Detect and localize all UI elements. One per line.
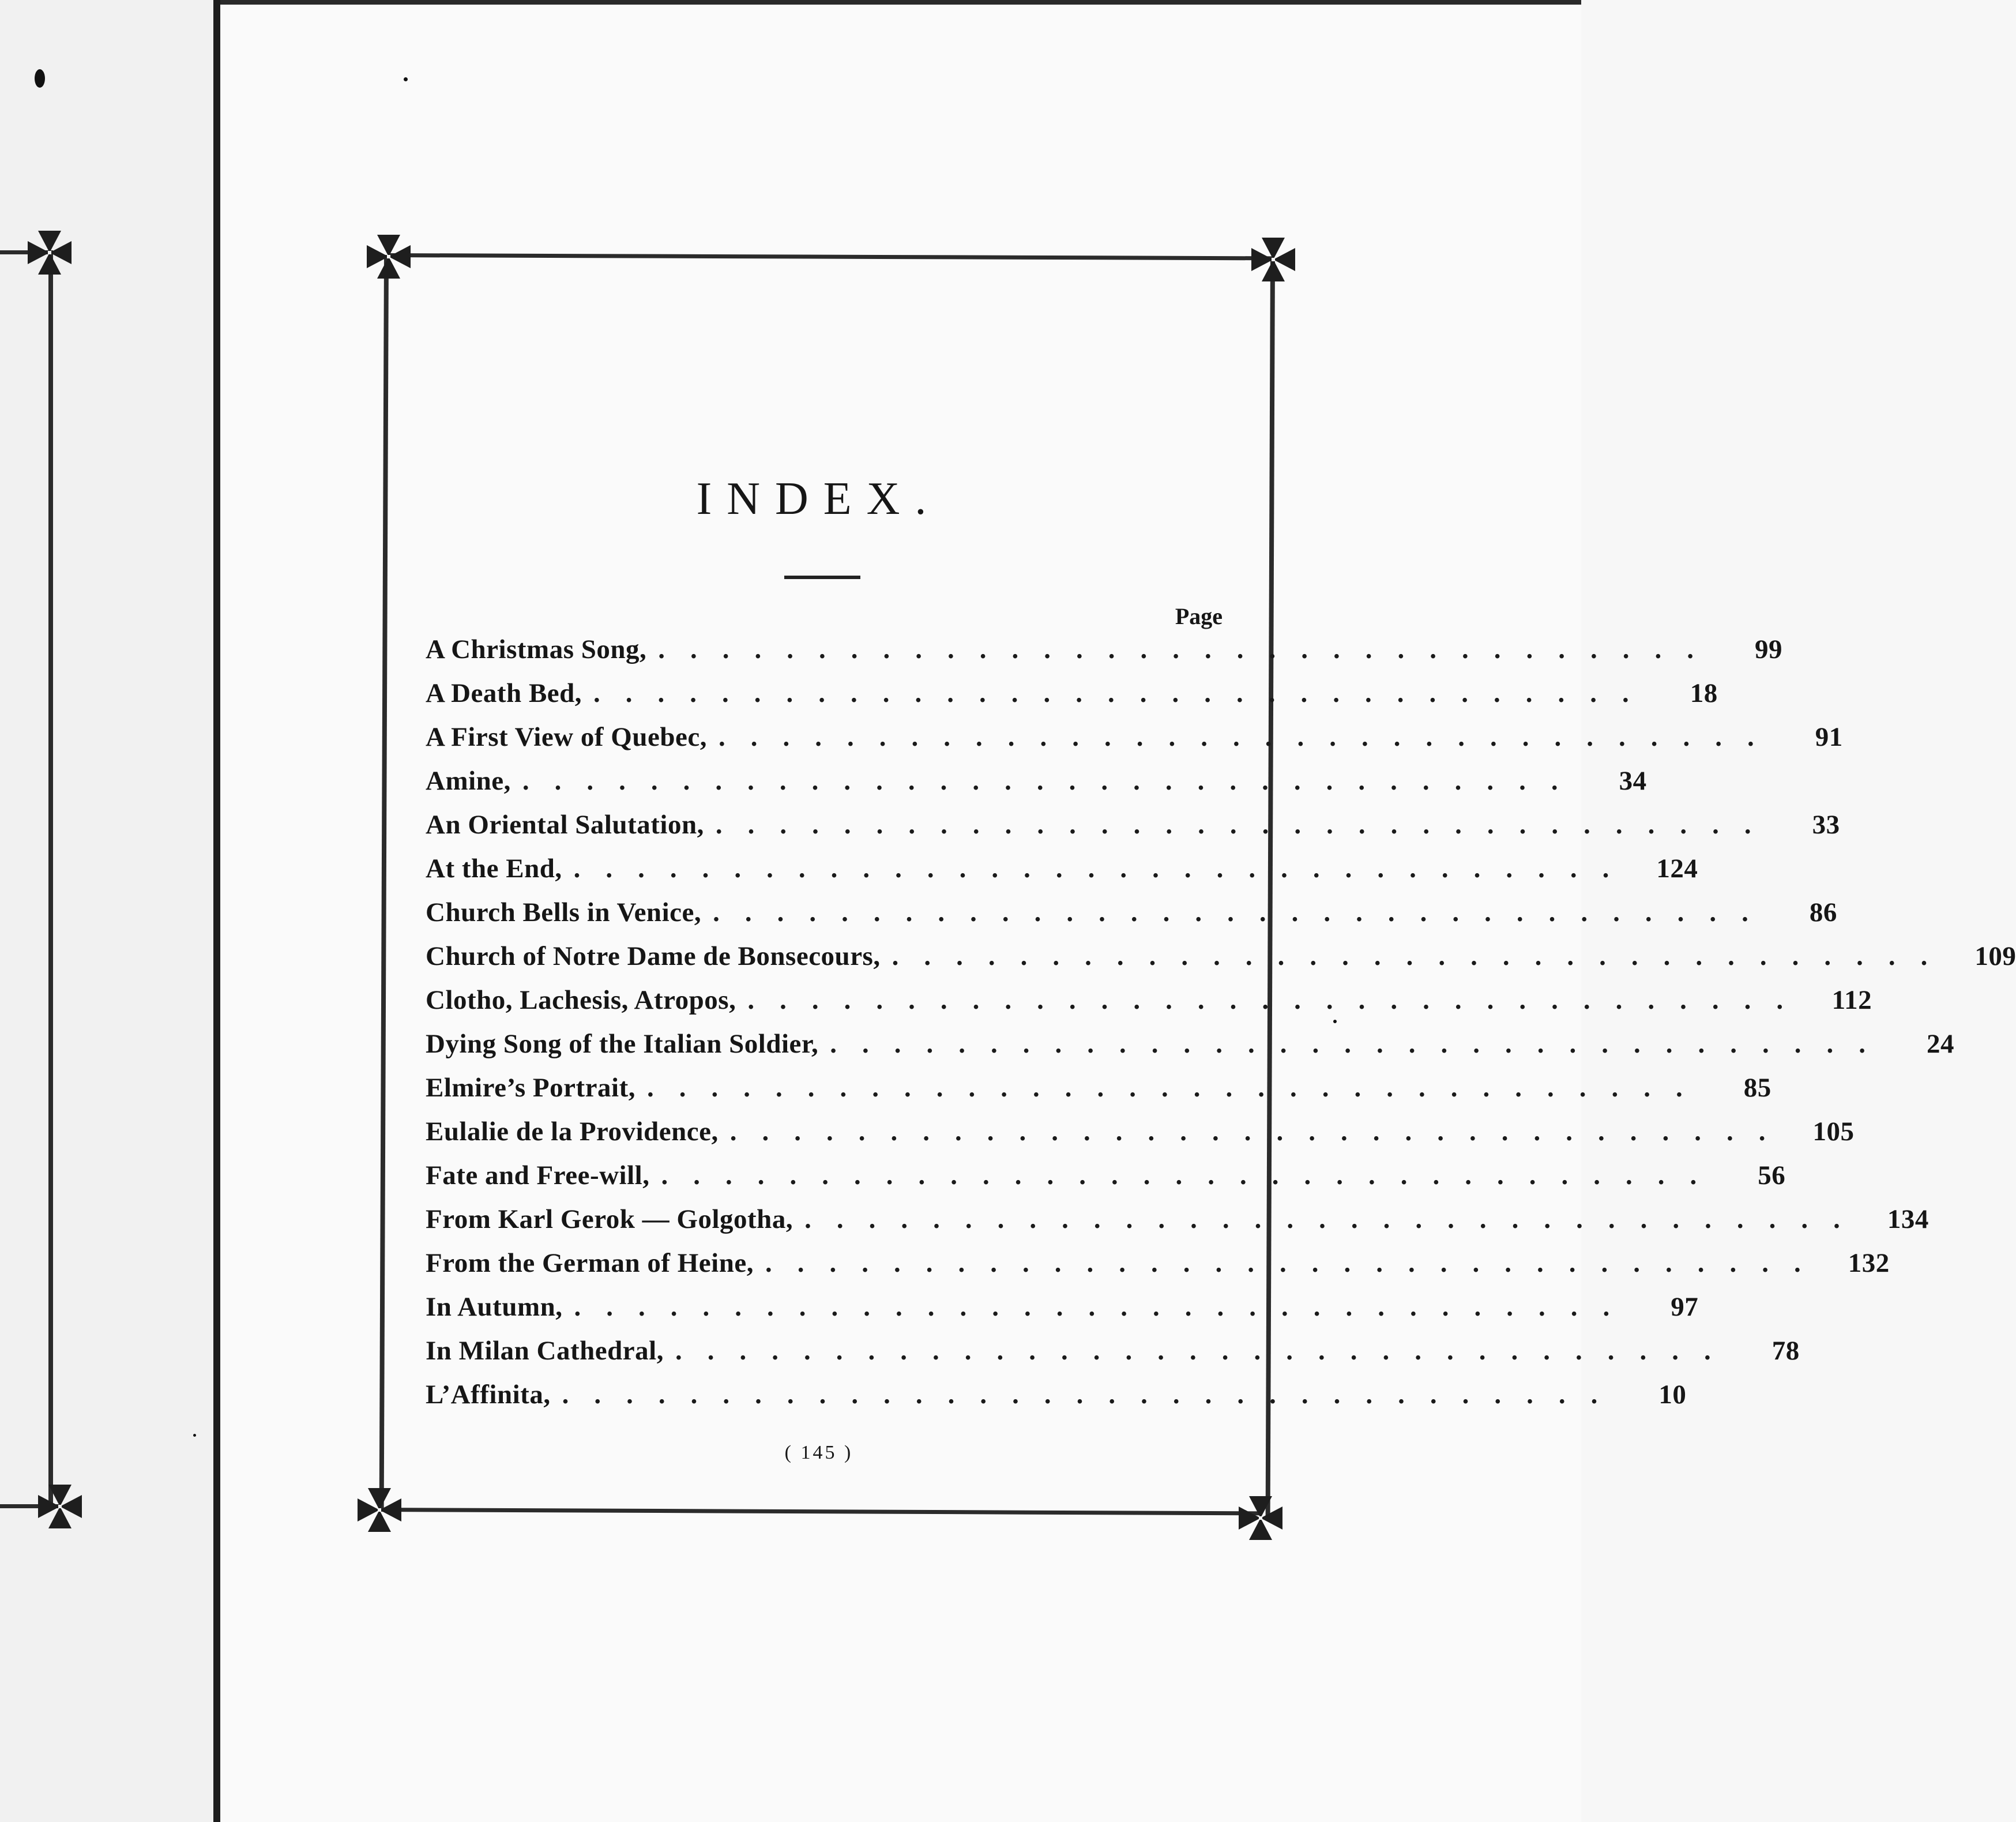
entry-title: From the German of Heine, — [426, 1248, 754, 1278]
prev-border-right — [48, 250, 53, 1505]
dot-leader: ................................. — [675, 1336, 1736, 1366]
page-gutter-line — [213, 0, 220, 1822]
dot-leader: ................................. — [765, 1248, 1826, 1278]
top-left-cross-ornament — [364, 232, 413, 281]
dot-leader: ................................. — [573, 854, 1635, 884]
prev-top-cross-ornament — [25, 228, 74, 277]
dot-leader: ................................. — [830, 1029, 1891, 1059]
dot-leader: ................................. — [562, 1380, 1623, 1410]
entry-title: Church Bells in Venice, — [426, 897, 702, 927]
index-entry — [426, 891, 1837, 934]
index-entry — [426, 1241, 1890, 1285]
index-entry — [426, 1022, 1954, 1066]
page-folio: ( 145 ) — [784, 1442, 853, 1463]
entry-page: 34 — [1619, 766, 1647, 796]
entry-title: Clotho, Lachesis, Atropos, — [426, 985, 736, 1015]
entry-title: A Christmas Song, — [426, 634, 647, 664]
entry-title: In Milan Cathedral, — [426, 1336, 664, 1366]
dot-leader: ................................. — [892, 941, 1953, 971]
entry-page: 105 — [1812, 1117, 1855, 1147]
entry-page: 91 — [1815, 722, 1843, 752]
dot-leader: ................................. — [715, 810, 1777, 840]
entry-page: 99 — [1755, 634, 1783, 664]
index-entry — [426, 1373, 1687, 1417]
ink-speck — [193, 1434, 196, 1437]
dot-leader: ................................. — [658, 634, 1720, 664]
entry-title: Amine, — [426, 766, 511, 796]
prev-bottom-cross-ornament — [36, 1482, 84, 1531]
entry-page: 124 — [1656, 854, 1698, 884]
index-entry — [426, 1197, 1929, 1241]
entry-page: 112 — [1831, 985, 1872, 1015]
entry-title: A First View of Quebec, — [426, 722, 707, 752]
entry-title: L’Affinita, — [426, 1380, 551, 1410]
index-entry — [426, 1110, 1855, 1154]
index-entry — [426, 715, 1843, 759]
bottom-left-cross-ornament — [355, 1486, 404, 1534]
entry-page: 134 — [1887, 1204, 1929, 1234]
dot-leader: ................................. — [522, 766, 1584, 796]
page-title: INDEX. — [696, 474, 942, 524]
index-entry — [426, 1329, 1800, 1373]
entry-page: 18 — [1690, 678, 1718, 708]
index-entry — [426, 1285, 1699, 1329]
top-right-cross-ornament — [1249, 235, 1297, 284]
dot-leader: ................................. — [574, 1292, 1635, 1322]
page-top-edge — [220, 0, 1581, 5]
entry-page: 86 — [1809, 897, 1837, 927]
index-entry — [426, 759, 1647, 803]
index-entry — [426, 847, 1698, 891]
entry-page: 10 — [1658, 1380, 1687, 1410]
dot-leader: ................................. — [804, 1204, 1865, 1234]
index-entry — [426, 628, 1783, 671]
entry-page: 78 — [1771, 1336, 1800, 1366]
index-entries — [426, 628, 2016, 1417]
entry-page: 109 — [1974, 941, 2016, 971]
ink-speck — [1333, 1020, 1337, 1023]
entry-title: Church of Notre Dame de Bonsecours, — [426, 941, 881, 971]
index-entry — [426, 978, 1872, 1022]
entry-title: From Karl Gerok — Golgotha, — [426, 1204, 793, 1234]
dot-leader: ................................. — [593, 678, 1654, 708]
entry-title: Elmire’s Portrait, — [426, 1073, 635, 1103]
index-entry — [426, 671, 1718, 715]
index-entry — [426, 934, 2016, 978]
entry-page: 97 — [1671, 1292, 1699, 1322]
index-entry — [426, 803, 1840, 847]
entry-title: Fate and Free-will, — [426, 1160, 650, 1190]
dot-leader: ................................. — [646, 1073, 1708, 1103]
entry-title: Dying Song of the Italian Soldier, — [426, 1029, 819, 1059]
entry-title: A Death Bed, — [426, 678, 582, 708]
dot-leader: ................................. — [718, 722, 1780, 752]
entry-page: 85 — [1743, 1073, 1771, 1103]
dot-leader: ................................. — [661, 1160, 1722, 1190]
entry-page: 56 — [1758, 1160, 1786, 1190]
bottom-right-cross-ornament — [1236, 1494, 1285, 1542]
index-entry — [426, 1066, 1771, 1110]
entry-page: 132 — [1848, 1248, 1890, 1278]
entry-title: At the End, — [426, 854, 562, 884]
title-underline — [784, 576, 860, 579]
page-column-heading: Page — [1175, 603, 1223, 629]
entry-page: 24 — [1926, 1029, 1954, 1059]
entry-page: 33 — [1812, 810, 1840, 840]
dot-leader: ................................. — [713, 897, 1774, 927]
entry-title: In Autumn, — [426, 1292, 563, 1322]
dot-leader: ................................. — [747, 985, 1809, 1015]
index-entry — [426, 1154, 1786, 1197]
ink-speck — [404, 77, 408, 81]
dot-leader: ................................. — [729, 1117, 1791, 1147]
entry-title: An Oriental Salutation, — [426, 810, 704, 840]
entry-title: Eulalie de la Providence, — [426, 1117, 719, 1147]
ink-speck — [35, 69, 45, 88]
